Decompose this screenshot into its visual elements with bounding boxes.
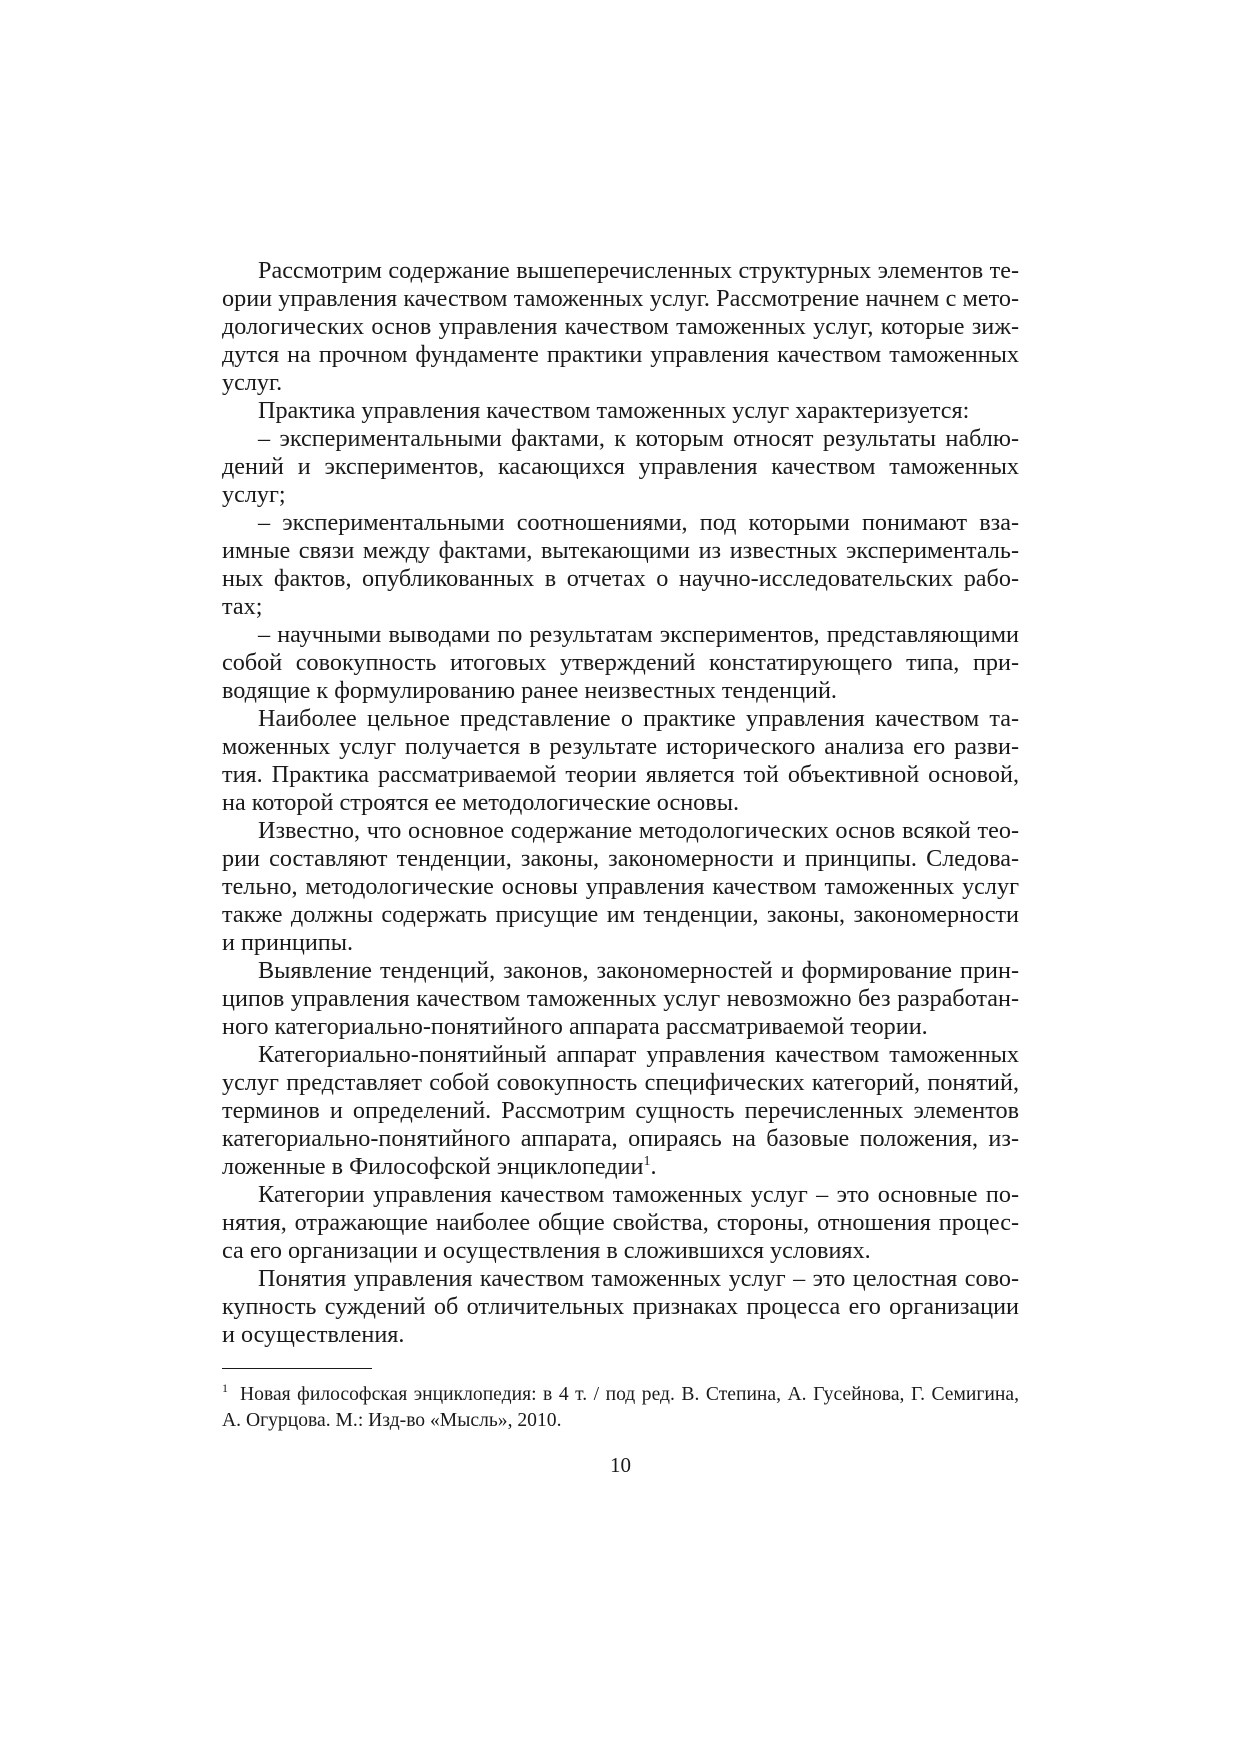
paragraph-5: Выявление тенденций, законов, закономерностей и формирование принципов управления качеством таможенных услуг невозможно без разработанного категориально-понятийного аппарата рассматриваемой теории. xyxy=(222,957,1019,1040)
paragraph-1: Рассмотрим содержание вышеперечисленных структурных элементов теории управления качеством таможенных услуг. Рассмотрение начнем с методологических основ управления качеством таможенных услуг, которые зиждутся на прочном фундаменте практики управления качеством таможенных услуг. xyxy=(222,257,1019,396)
paragraph-8: Понятия управления качеством таможенных услуг – это целостная совокупность суждений об отличительных признаках процесса его организации и осуществления. xyxy=(222,1265,1019,1348)
page-number: 10 xyxy=(610,1453,631,1477)
list-item-2: – экспериментальными соотношениями, под которыми понимают взаимные связи между фактами, вытекающими из известных экспериментальных фактов, опубликованных в отчетах о научно-исследовательских работах; xyxy=(222,509,1019,620)
list-item-3: – научными выводами по результатам экспериментов, представляющими собой совокупность итоговых утверждений констатирующего типа, приводящие к формулированию ранее неизвестных тенденций. xyxy=(222,621,1019,704)
paragraph-6-text: Категориально-понятийный аппарат управления качеством таможенных услуг представляет собой совокупность специфических категорий, понятий, терминов и определений. Рассмотрим сущность перечисленных элементов категориально-понятийного аппарата, опираясь на базовые положения, изложенные в Философской энциклопедии xyxy=(222,1041,1019,1180)
paragraph-7: Категории управления качеством таможенных услуг – это основные понятия, отражающие наиболее общие свойства, стороны, отношения процесса его организации и осуществления в сложившихся условиях. xyxy=(222,1181,1019,1264)
main-text xyxy=(222,257,1019,1349)
footnote-reference[interactable]: 1 xyxy=(643,1153,651,1169)
paragraph-2: Практика управления качеством таможенных услуг характеризуется: xyxy=(258,397,970,424)
paragraph-6-tail: . xyxy=(650,1153,657,1180)
footnote-mark: 1 xyxy=(222,1381,228,1396)
footnote-text: Новая философская энциклопедия: в 4 т. / под ред. В. Степина, А. Гусейнова, Г. Семигина, А. Огурцова. М.: Изд-во «Мысль», 2010. xyxy=(222,1384,1019,1431)
paragraph-6 xyxy=(222,1041,1019,1181)
paragraph-3: Наиболее цельное представление о практике управления качеством таможенных услуг получается в результате исторического анализа его развития. Практика рассматриваемой теории является той объективной основой, на которой строятся ее методологические основы. xyxy=(222,705,1019,816)
footnote xyxy=(222,1382,1019,1434)
list-item-1: – экспериментальными фактами, к которым относят результаты наблюдений и экспериментов, касающихся управления качеством таможенных услуг; xyxy=(222,425,1019,508)
paragraph-4: Известно, что основное содержание методологических основ всякой теории составляют тенденции, законы, закономерности и принципы. Следовательно, методологические основы управления качеством таможенных услуг также должны содержать присущие им тенденции, законы, закономерности и принципы. xyxy=(222,817,1019,956)
footnote-divider xyxy=(222,1368,372,1369)
